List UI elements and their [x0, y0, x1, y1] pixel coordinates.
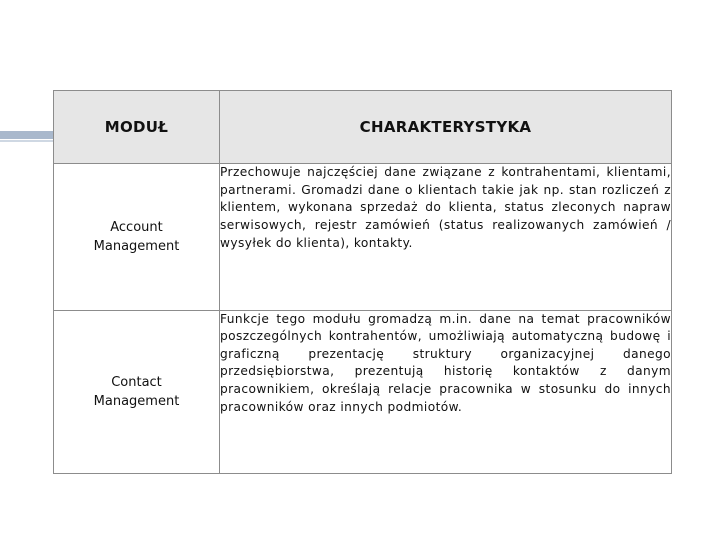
module-description: Przechowuje najczęściej dane związane z kontrahentami, klientami, partnerami. Gromadzi dane o klientach takie jak np. stan rozliczeń z klientem, wykonana sprzedaż do klienta, status zleconych napraw serwisowych, rejestr zamówień (status realizowanych zamówień / wysyłek do klienta), kontakty.	[220, 164, 672, 310]
header-characteristics: CHARAKTERYSTYKA	[220, 91, 672, 164]
decorative-accent-bar	[0, 131, 55, 139]
module-name-cell	[54, 310, 220, 473]
module-name-line1: Account	[110, 219, 163, 235]
module-name-line2: Management	[93, 238, 180, 254]
table-row-contact-management	[54, 310, 672, 473]
module-name-cell	[54, 164, 220, 310]
module-table	[53, 90, 672, 474]
module-name-line1: Contact	[111, 374, 162, 390]
module-name-line2: Management	[93, 393, 180, 409]
decorative-accent-line	[0, 140, 55, 142]
table-row-account-management	[54, 164, 672, 310]
module-description: Funkcje tego modułu gromadzą m.in. dane na temat pracowników poszczególnych kontrahentów, umożliwiają automatyczną budowę i graficzną prezentację struktury organizacyjnej danego przedsiębiorstwa, prezentują historię kontaktów z danym pracownikiem, określają relacje pracownika w stosunku do innych pracowników oraz innych podmiotów.	[220, 310, 672, 473]
table-header-row	[54, 91, 672, 164]
header-module: MODUŁ	[54, 91, 220, 164]
